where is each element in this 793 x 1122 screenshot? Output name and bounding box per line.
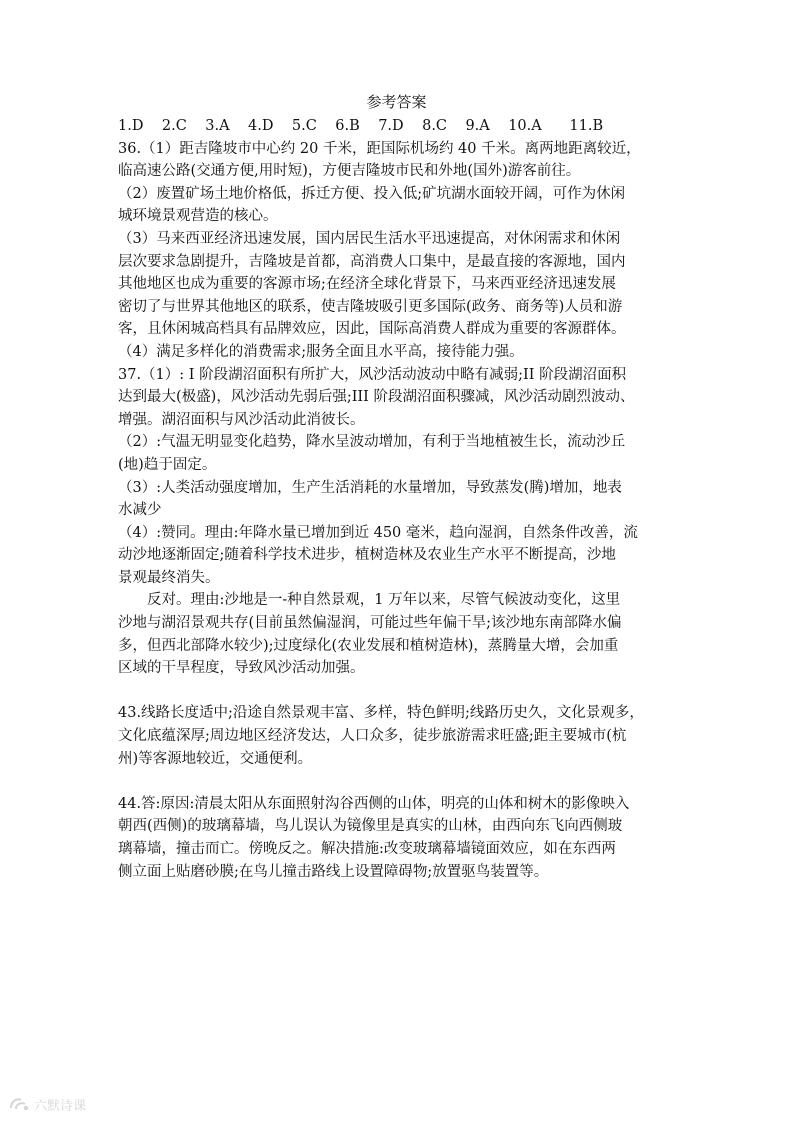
answer-line: （2）:气温无明显变化趋势，降水呈波动增加，有利于当地植被生长，流动沙丘: [118, 434, 626, 451]
question-44-answer: [118, 793, 678, 883]
spacer: [118, 770, 678, 793]
answer-line: 客，且休闲城高档具有品牌效应，因此，国际高消费人群成为重要的客源群体。: [118, 321, 626, 338]
answer-content: [118, 115, 678, 883]
question-36-answer: [118, 138, 678, 364]
answer-line: 层次要求急剧提升，吉隆坡是首都，高消费人口集中，是最直接的客源地，国内: [118, 253, 626, 270]
watermark-text: 六默诗课: [34, 1098, 87, 1114]
page-title: 参考答案: [366, 93, 427, 111]
answer-line: 临高速公路(交通方便,用时短)，方便吉隆坡市民和外地(国外)游客前往。: [118, 163, 581, 180]
answer-line: 动沙地逐渐固定;随着科学技术进步，植树造林及农业生产水平不断提高，沙地: [118, 547, 616, 564]
answer-line: 43.线路长度适中;沿途自然景观丰富、多样，特色鲜明;线路历史久，文化景观多，: [118, 705, 644, 722]
answer-line: 达到最大(极盛)，风沙活动先弱后强;III 阶段湖沼面积骤减，风沙活动剧烈波动、: [118, 389, 635, 406]
answer-line: (地)趋于固定。: [118, 456, 217, 473]
answer-line: 州)等客源地较近，交通便利。: [118, 750, 313, 767]
multiple-choice-answers: 1.D 2.C 3.A 4.D 5.C 6.B 7.D 8.C 9.A 10.A 11.B: [118, 118, 604, 134]
answer-line: 城环境景观营造的核心。: [118, 208, 278, 225]
answer-line: 璃幕墙，撞击而亡。傍晚反之。解决措施:改变玻璃幕墙镜面效应，如在东西两: [118, 841, 616, 857]
answer-line: 多，但西北部降水较少);过度绿化(农业发展和植树造林)，蒸腾量大增，会加重: [118, 637, 619, 654]
answer-line: （4）满足多样化的消费需求;服务全面且水平高，接待能力强。: [118, 343, 524, 360]
answer-line: 水减少: [118, 502, 162, 519]
answer-line: （2）废置矿场土地价格低，拆迁方便、投入低;矿坑湖水面较开阔，可作为休闲: [118, 185, 626, 202]
answer-line: 反对。理由:沙地是一-种自然景观，1 万年以来，尽管气候波动变化，这里: [147, 592, 621, 609]
answer-line: （3）马来西亚经济迅速发展，国内居民生活水平迅速提高，对休闲需求和休闲: [118, 230, 621, 247]
spacer: [118, 680, 678, 703]
answer-line: 增强。湖沼面积与风沙活动此消彼长。: [118, 411, 365, 428]
answer-line: 景观最终消失。: [118, 569, 220, 586]
answer-line: 侧立面上贴磨砂膜;在鸟儿撞击路线上设置障碍物;放置驱鸟装置等。: [118, 863, 549, 880]
watermark-logo-icon: [8, 1096, 30, 1112]
answer-line: 36.（1）距吉隆坡市中心约 20 千米，距国际机场约 40 千米。离两地距离较近，: [118, 140, 641, 157]
answer-line: （3）:人类活动强度增加，生产生活消耗的水量增加，导致蒸发(腾)增加，地表: [118, 479, 622, 496]
question-37-answer: [118, 364, 678, 680]
answer-line: 朝西(西侧)的玻璃幕墙，鸟儿误认为镜像里是真实的山林，由西向东飞向西侧玻: [118, 818, 623, 835]
answer-line: 文化底蕴深厚;周边地区经济发达，人口众多，徒步旅游需求旺盛;距主要城市(杭: [118, 728, 627, 745]
answer-line: 37.（1）: I 阶段湖沼面积有所扩大，风沙活动波动中略有减弱;II 阶段湖沼面积: [118, 366, 627, 383]
answer-line: 区域的干旱程度，导致风沙活动加强。: [118, 660, 365, 677]
answer-line: 其他地区也成为重要的客源市场;在经济全球化背景下，马来西亚经济迅速发展: [118, 276, 616, 293]
question-43-answer: [118, 702, 678, 770]
answer-line: 44.答:原因:清晨太阳从东面照射沟谷西侧的山体，明亮的山体和树木的影像映入: [118, 795, 630, 812]
answer-line: （4）:赞同。理由:年降水量已增加到近 450 毫米，趋向湿润，自然条件改善，流: [118, 524, 638, 541]
watermark: [8, 1094, 86, 1114]
answer-line: 沙地与湖沼景观共存(目前虽然偏湿润，可能过些年偏干旱;该沙地东南部降水偏: [118, 615, 622, 632]
answer-line: 密切了与世界其他地区的联系，使吉隆坡吸引更多国际(政务、商务等)人员和游: [118, 298, 623, 315]
